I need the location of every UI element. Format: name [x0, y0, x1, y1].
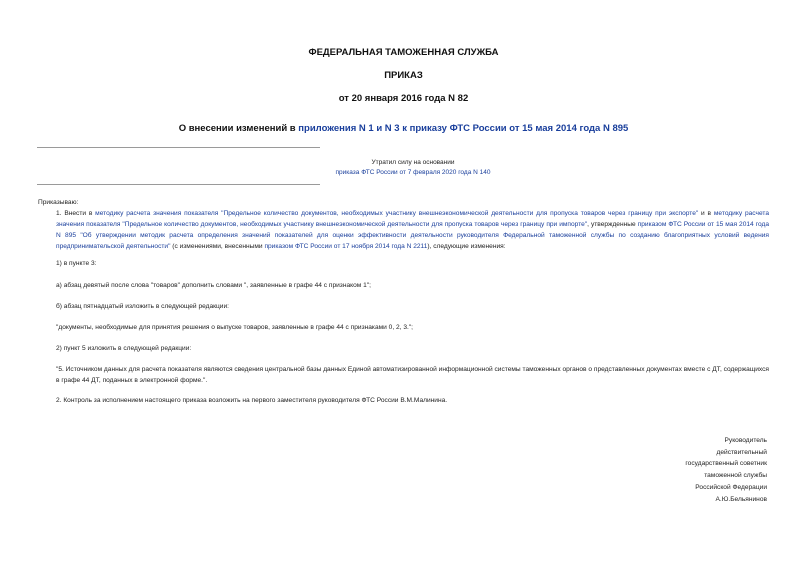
- p1-text-3: , утвержденные: [587, 221, 638, 228]
- item-2: 2) пункт 5 изложить в следующей редакции:: [56, 345, 192, 352]
- signature-line: государственный советник: [685, 460, 767, 468]
- item-1: 1) в пункте 3:: [56, 260, 97, 267]
- signature-line: Руководитель: [724, 437, 767, 444]
- status-note: [320, 158, 506, 178]
- status-note-link[interactable]: приказа ФТС России от 7 февраля 2020 года N 140: [335, 169, 491, 176]
- doc-type-heading: ПРИКАЗ: [384, 70, 423, 81]
- signature-line: таможенной службы: [704, 472, 767, 480]
- paragraph-2: 2. Контроль за исполнением настоящего приказа возложить на первого заместителя руководителя ФТС России В.М.Малинина.: [56, 397, 448, 404]
- doc-title-prefix: О внесении изменений в: [178, 123, 299, 134]
- signature-block: [607, 435, 767, 505]
- p1-link-order-895[interactable]: приказом ФТС России от 15 мая 2014 года N 895 "Об утверждении методик расчета определения значений показателей для оценки эффективности деятельности руководителя Федеральной таможенной службы по созданию благоприятных условий ведения предпринимательской деятельности": [56, 221, 770, 250]
- agency-heading: ФЕДЕРАЛЬНАЯ ТАМОЖЕННАЯ СЛУЖБА: [308, 47, 499, 58]
- top-divider: [37, 147, 320, 148]
- signature-line: Российской Федерации: [695, 483, 767, 491]
- doc-title-link[interactable]: приложения N 1 и N 3 к приказу ФТС России от 15 мая 2014 года N 895: [298, 123, 629, 134]
- item-b: б) абзац пятнадцатый изложить в следующей редакции:: [56, 303, 230, 310]
- quote-1: "документы, необходимые для принятия решения о выпуске товаров, заявленные в графе 44 с признаками 0, 2, 3.";: [56, 324, 414, 331]
- p1-link-export-method[interactable]: методику расчета значения показателя "Предельное количество документов, необходимых участнику внешнеэкономической деятельности для пропуска товаров через границу при экспорте": [95, 210, 699, 217]
- p1-link-import-method[interactable]: методику расчета значения показателя "Предельное количество документов, необходимых участнику внешнеэкономической деятельности для пропуска товаров через границу при импорте": [56, 210, 769, 228]
- doc-date-number: от 20 января 2016 года N 82: [338, 93, 469, 104]
- bottom-divider: [37, 184, 320, 185]
- signature-name: А.Ю.Бельянинов: [715, 495, 767, 503]
- p1-text-1: 1. Внести в: [56, 210, 96, 217]
- p1-link-order-2211[interactable]: приказом ФТС России от 17 ноября 2014 года N 2211: [264, 243, 428, 250]
- p1-text-5: ), следующие изменения:: [427, 243, 506, 250]
- paragraph-1: [38, 208, 769, 252]
- intro-text: Приказываю:: [38, 199, 79, 206]
- doc-title: [0, 123, 807, 134]
- item-a: а) абзац девятый после слова "товаров" дополнить словами ", заявленные в графе 44 с признаком 1";: [56, 282, 371, 289]
- p1-text-4: (с изменениями, внесенными: [170, 243, 265, 250]
- quote-2: "5. Источником данных для расчета показателя являются сведения центральной базы данных Единой автоматизированной информационной системы таможенных органов о представленных документах вместе с ДТ, содержащихся в графе 44 ДТ, поданных в электронной форме.".: [56, 366, 769, 384]
- p1-text-2: и в: [698, 210, 714, 217]
- status-note-text: Утратил силу на основании: [371, 159, 455, 166]
- signature-line: действительный: [716, 448, 767, 456]
